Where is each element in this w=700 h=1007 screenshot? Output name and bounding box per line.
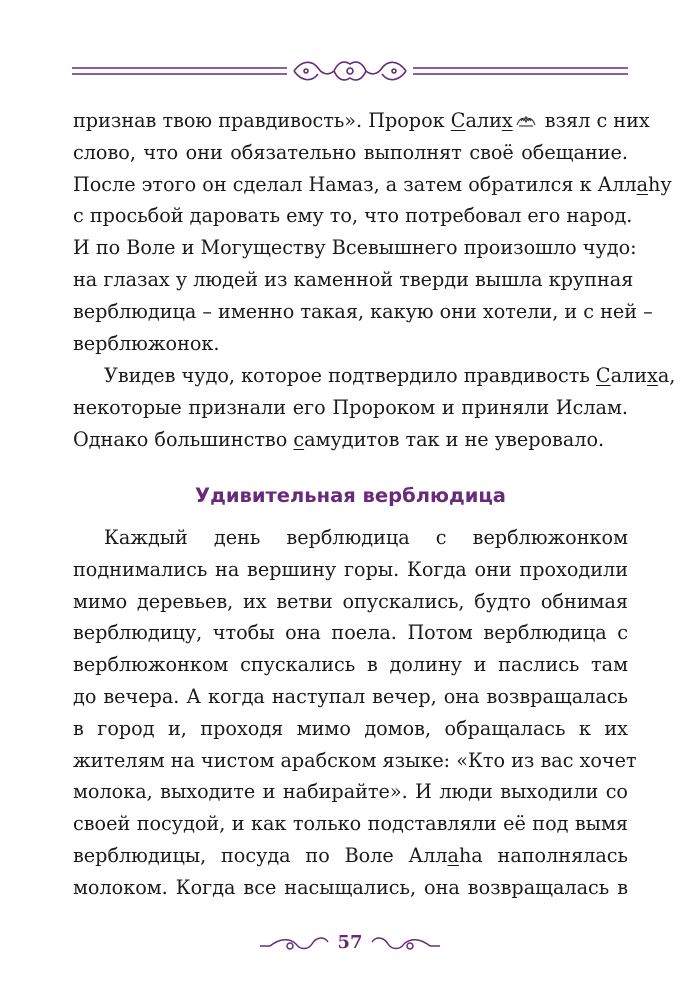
paragraph-1 xyxy=(73,105,672,359)
paragraph-3 xyxy=(73,522,637,904)
section-heading: Удивительная верблюдица xyxy=(195,484,506,507)
text-line: молока, выходите и набирайте». И люди выходили со xyxy=(73,780,628,804)
text-line: Увидев чудо, которое подтвердило правдивость Салиха, xyxy=(104,364,676,387)
text-line: После этого он сделал Намаз, а затем обратился к Аллаhу xyxy=(73,172,672,196)
text-line: жителям на чистом арабском языке: «Кто из вас хочет xyxy=(73,748,637,772)
text-line: слово, что они обязательно выполнят своё обещание. xyxy=(73,140,628,164)
text-line: верблюдица – именно такая, какую они хотели, и с ней – xyxy=(73,299,653,323)
text-line: до вечера. А когда наступал вечер, она возвращалась xyxy=(73,684,628,708)
text-line: молоком. Когда все насыщались, она возвращалась в xyxy=(73,875,628,899)
text-line: в город и, проходя мимо домов, обращалась к их xyxy=(73,716,628,740)
text-line: поднимались на вершину горы. Когда они проходили xyxy=(73,557,628,581)
text-line: признав твою правдивость». Пророк Салих взял с них xyxy=(73,109,650,132)
page-footer xyxy=(250,924,450,964)
page-number: 57 xyxy=(337,932,363,953)
text-line: верблюжонком спускались в долину и паслись там xyxy=(73,653,628,677)
paragraph-2 xyxy=(73,360,676,455)
text-line: Однако большинство самудитов так и не уверовало. xyxy=(73,427,605,451)
ornament-divider-icon xyxy=(72,54,628,94)
text-line: с просьбой даровать ему то, что потребовал его народ. xyxy=(73,204,633,228)
text-line: верблюдицу, чтобы она поела. Потом верблюдица с xyxy=(73,621,628,645)
text-line: Каждый день верблюдица с верблюжонком xyxy=(104,526,628,549)
text-line: на глазах у людей из каменной тверди вышла крупная xyxy=(73,267,634,291)
peace-be-upon-him-icon xyxy=(515,114,537,128)
text-line: мимо деревьев, их ветви опускались, будто обнимая xyxy=(73,589,628,613)
text-line: верблюжонок. xyxy=(73,331,220,355)
text-line: верблюдицы, посуда по Воле Аллаhа наполнялась xyxy=(73,843,629,867)
text-line: И по Воле и Могуществу Всевышнего произошло чудо: xyxy=(73,236,637,260)
text-line: своей посудой, и как только подставляли её под вымя xyxy=(73,812,628,836)
text-line: некоторые признали его Пророком и приняли Ислам. xyxy=(73,395,628,419)
